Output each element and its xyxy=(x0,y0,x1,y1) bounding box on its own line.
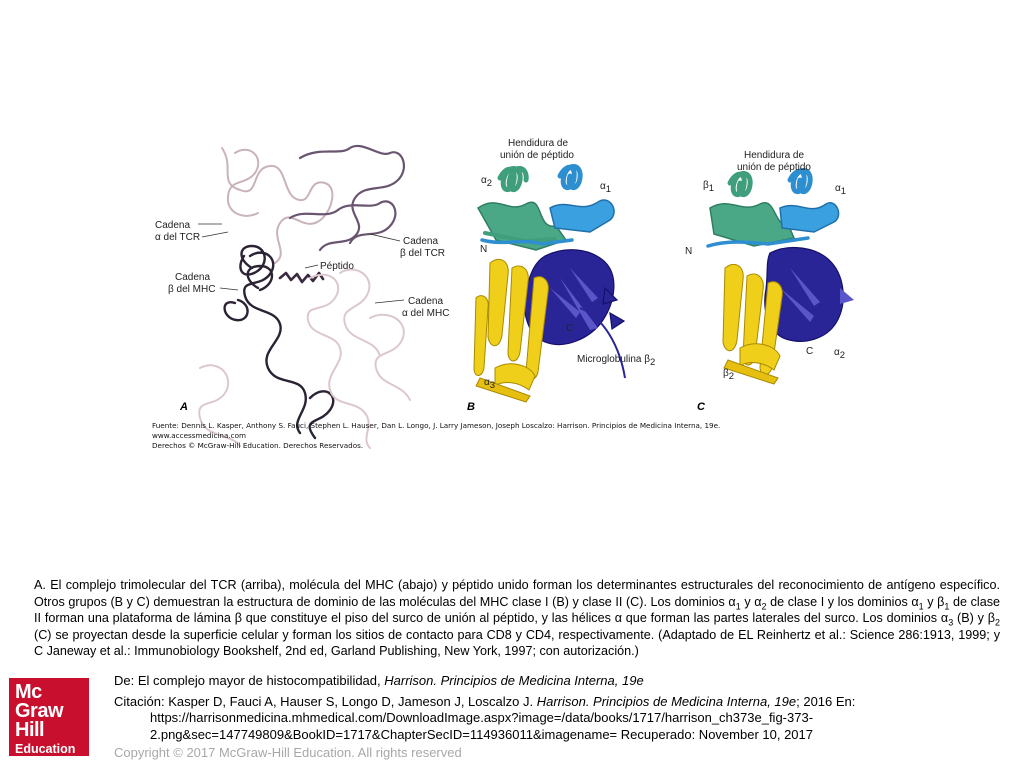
panel-c-structure xyxy=(708,170,854,384)
mhc-alpha-pointer xyxy=(375,300,404,303)
panel-c-beta2-domain xyxy=(723,264,782,384)
figure-caption xyxy=(34,577,1000,660)
caption-sub-4: 1 xyxy=(944,601,950,612)
caption-text-5: de clase II forman una plataforma de lámina β que constituye el piso del surco de unión al péptido, y las hélices α que forman las partes laterales del surco. Los dominios α xyxy=(34,594,1000,626)
caption-sub-3: 1 xyxy=(918,601,924,612)
tcr-alpha-label-line1: Cadena xyxy=(155,220,191,231)
tcr-beta-pointer xyxy=(370,234,400,241)
peptide-label: Péptido xyxy=(320,261,354,272)
panel-b-microglobulin-label: Microglobulina β2 xyxy=(577,354,656,368)
panel-b-cleft-label-line2: unión de péptido xyxy=(500,150,574,161)
book-title: Harrison. Principios de Medicina Interna, 19e xyxy=(384,673,644,688)
citation-line: Citación: Kasper D, Fauci A, Hauser S, Longo D, Jameson J, Loscalzo J. Harrison. Principios de Medicina Interna, 19e; 2016 En: xyxy=(114,693,856,709)
panel-c-letter: C xyxy=(697,401,705,413)
figure-source-line-3: Derechos © McGraw-Hill Education. Derechos Reservados. xyxy=(152,441,364,450)
citation-url-line-2: 2.png&sec=147749809&BookID=1717&ChapterSecID=114936011&imagename= Recuperado: November 10, 2017 xyxy=(150,726,813,742)
caption-text-1: A. El complejo trimolecular del TCR (arriba), molécula del MHC (abajo) y péptido unido forman los determinantes estructurales del reconocimiento de antígeno específico. Otros grupos (B y C) demuestran la estructura de dominio de las moléculas del MHC clase I (B) y clase II (C). Los dominios α xyxy=(34,578,1000,609)
tcr-alpha-chain-trace xyxy=(222,148,332,263)
mhc-alpha-label-line2: α del MHC xyxy=(402,308,450,319)
logo-line-2: Graw xyxy=(15,700,64,722)
citation-book-title: Harrison. Principios de Medicina Interna, 19e xyxy=(536,693,797,709)
caption-text-4: y β xyxy=(923,594,945,609)
peptide-pointer xyxy=(305,265,318,268)
panel-c-cleft-label-line1: Hendidura de xyxy=(744,150,805,161)
mcgraw-hill-education-logo xyxy=(9,678,89,756)
caption-sub-2: 2 xyxy=(761,601,767,612)
mhc-beta-pointer xyxy=(220,288,238,290)
caption-text-6: (B) y β xyxy=(953,611,995,626)
caption-sub-5: 3 xyxy=(948,617,954,628)
panel-a-labels xyxy=(155,220,449,413)
panel-b-alpha2-label: α2 xyxy=(481,175,493,189)
panel-b-structure xyxy=(474,166,625,402)
figure-source xyxy=(152,421,720,450)
figure-source-line-2: www.accessmedicina.com xyxy=(152,431,247,440)
figure-source-line-1: Fuente: Dennis L. Kasper, Anthony S. Fauci, Stephen L. Hauser, Dan L. Longo, J. Larry Jameson, Joseph Loscalzo: Harrison. Principios de Medicina Interna, 19e. xyxy=(152,421,721,430)
peptide-trace xyxy=(280,273,323,282)
panel-c-beta2-label: β2 xyxy=(723,368,735,382)
logo-line-1: Mc xyxy=(15,681,42,703)
caption-text-7: (C) se proyectan desde la superficie celular y forman los sitios de contacto para CD8 y CD4, respectivamente. (Adaptado de EL Reinhertz et al.: Science 286:1913, 1999; y C Janeway et al.: Immunobiology Bookshelf, 2nd ed, Garland Publishing, New York, 1997; con autorización.) xyxy=(34,627,1000,659)
copyright-notice: Copyright © 2017 McGraw-Hill Education. All rights reserved xyxy=(114,745,462,760)
panel-b-n-terminus-label: N xyxy=(480,244,488,255)
mhc-beta-label-line1: Cadena xyxy=(175,272,211,283)
panel-b-cleft-label-line1: Hendidura de xyxy=(508,138,569,149)
panel-c-alpha1-label: α1 xyxy=(835,183,847,197)
mhc-alpha-label-line1: Cadena xyxy=(408,296,444,307)
panel-c-beta1-label: β1 xyxy=(703,180,715,194)
caption-text-3: de clase I y los dominios α xyxy=(766,594,919,609)
panel-c-n-terminus-label: N xyxy=(685,246,693,257)
caption-text-2: y α xyxy=(740,594,762,609)
mhc-beta-label-line2: β del MHC xyxy=(168,284,216,295)
logo-line-3: Hill xyxy=(15,719,45,741)
panel-c-alpha2-label: α2 xyxy=(834,347,846,361)
citation-block xyxy=(114,673,994,743)
protein-structure-figure xyxy=(140,128,890,458)
panel-a-letter: A xyxy=(180,401,188,413)
panel-b-c-terminus-label: C xyxy=(566,323,574,334)
logo-line-4: Education xyxy=(15,742,76,756)
tcr-alpha-pointer-2 xyxy=(202,232,228,237)
source-chapter-line: De: El complejo mayor de histocompatibilidad, Harrison. Principios de Medicina Interna, 19e xyxy=(114,673,644,688)
panel-b-alpha3-label: α3 xyxy=(484,377,496,391)
figure-image xyxy=(140,128,890,458)
panel-a-structure xyxy=(199,146,410,448)
panel-b-letter: B xyxy=(467,401,475,413)
chapter-title: El complejo mayor de histocompatibilidad xyxy=(137,673,378,688)
caption-sub-6: 2 xyxy=(995,617,1001,628)
tcr-beta-label-line2: β del TCR xyxy=(400,248,446,259)
tcr-beta-label-line1: Cadena xyxy=(403,236,439,247)
tcr-alpha-label-line2: α del TCR xyxy=(155,232,201,243)
citation-url-line-1[interactable]: https://harrisonmedicina.mhmedical.com/DownloadImage.aspx?image=/data/books/1717/harrison_ch373e_fig-373- xyxy=(150,710,814,725)
panel-b-alpha1-label: α1 xyxy=(600,181,612,195)
panel-c-cleft-label-line2: unión de péptido xyxy=(737,162,811,173)
panel-c-c-terminus-label: C xyxy=(806,346,814,357)
caption-sub-1: 1 xyxy=(735,601,741,612)
